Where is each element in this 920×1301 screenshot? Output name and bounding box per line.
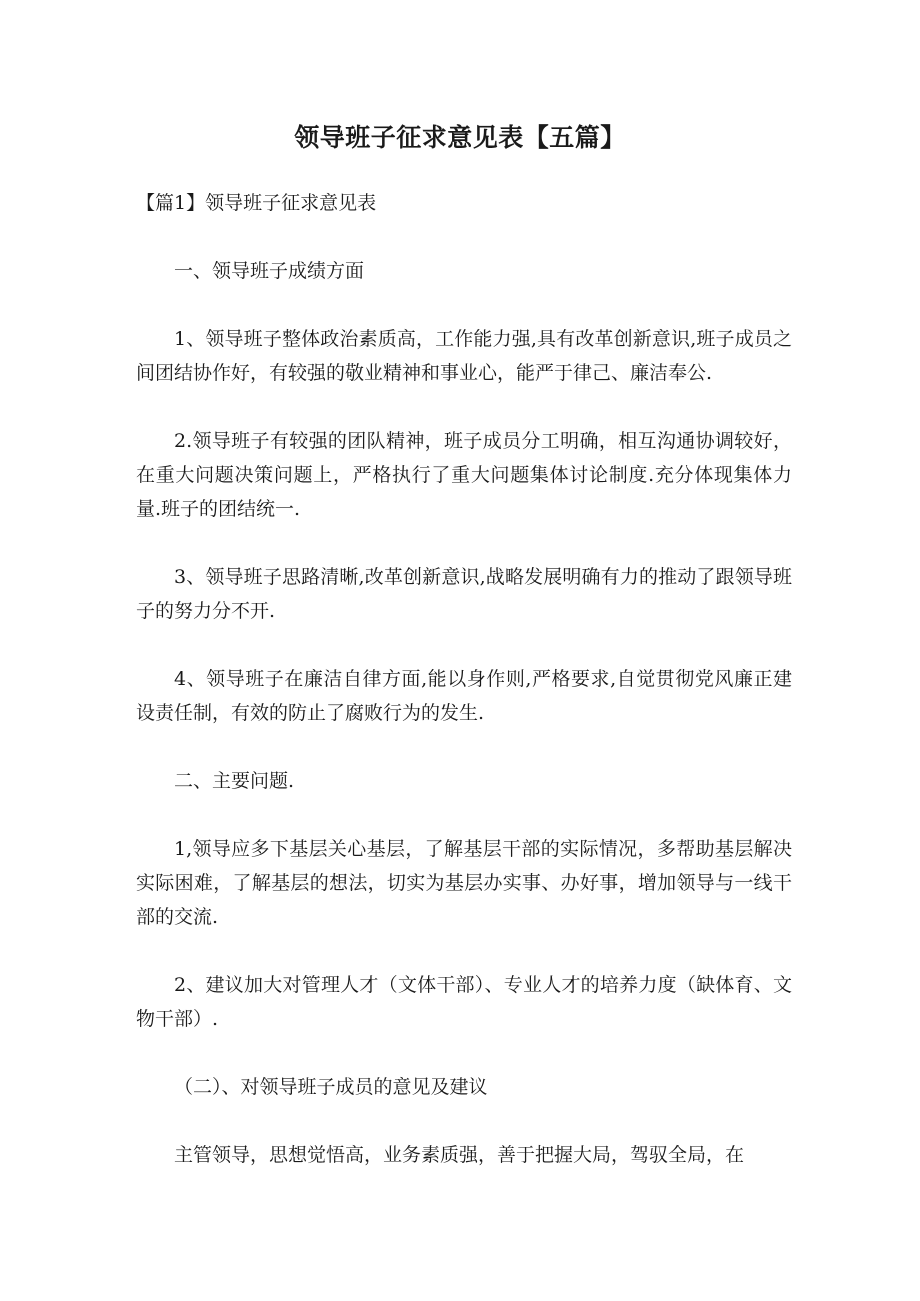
paragraph-heading-member-opinions: （二）、对领导班子成员的意见及建议 — [174, 1076, 488, 1098]
paragraph-item-3: 3、领导班子思路清晰,改革创新意识,战略发展明确有力的推动了跟领导班子的努力分不开. — [136, 566, 792, 622]
paragraph-problem-2: 2、建议加大对管理人才（文体干部）、专业人才的培养力度（缺体育、文物干部）. — [136, 974, 792, 1030]
paragraph-heading-achievements: 一、领导班子成绩方面 — [174, 260, 365, 282]
section-heading: 【篇1】领导班子征求意见表 — [136, 192, 377, 214]
paragraph-member-opinion: 主管领导，思想觉悟高，业务素质强，善于把握大局，驾驭全局，在 — [174, 1144, 745, 1166]
paragraph-item-4: 4、领导班子在廉洁自律方面,能以身作则,严格要求,自觉贯彻党风廉正建设责任制，有效的防止了腐败行为的发生. — [136, 668, 792, 724]
paragraph-item-2: 2.领导班子有较强的团队精神，班子成员分工明确，相互沟通协调较好，在重大问题决策问题上，严格执行了重大问题集体讨论制度.充分体现集体力量.班子的团结统一. — [136, 430, 792, 520]
document-title: 领导班子征求意见表【五篇】 — [294, 123, 626, 152]
paragraph-heading-problems: 二、主要问题. — [174, 770, 295, 792]
paragraph-item-1: 1、领导班子整体政治素质高，工作能力强,具有改革创新意识,班子成员之间团结协作好，有较强的敬业精神和事业心，能严于律己、廉洁奉公. — [136, 328, 792, 384]
paragraph-problem-1: 1,领导应多下基层关心基层，了解基层干部的实际情况，多帮助基层解决实际困难，了解基层的想法，切实为基层办实事、办好事，增加领导与一线干部的交流. — [136, 838, 792, 928]
